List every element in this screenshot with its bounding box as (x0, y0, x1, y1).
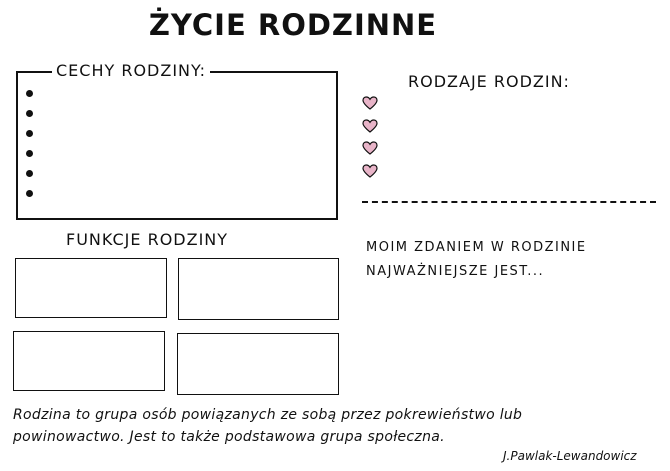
funkcje-label: FUNKCJE RODZINY (66, 230, 229, 249)
bullet-point (26, 150, 33, 157)
heart-icon (362, 164, 378, 178)
opinion-prompt (366, 236, 636, 284)
heart-icon (362, 96, 378, 110)
bullet-point (26, 110, 33, 117)
author-signature: J.Pawlak-Lewandowicz (503, 449, 637, 463)
funkcje-box (15, 258, 167, 318)
worksheet-title: ŻYCIE RODZINNE (148, 8, 438, 42)
bullet-point (26, 170, 33, 177)
cechy-frame (16, 71, 338, 220)
bullet-point (26, 130, 33, 137)
opinion-line-1: MOIM ZDANIEM W RODZINIE (366, 240, 587, 255)
cechy-label: CECHY RODZINY: (52, 61, 210, 80)
funkcje-box (177, 333, 339, 395)
cechy-bullet-list (26, 90, 33, 210)
dashed-divider (362, 201, 656, 203)
definition-line-2: powinowactwo. Jest to także podstawowa grupa społeczna. (13, 429, 445, 445)
bullet-point (26, 90, 33, 97)
heart-icon (362, 141, 378, 155)
rodzaje-label: RODZAJE RODZIN: (408, 72, 570, 91)
heart-icon (362, 119, 378, 133)
rodzaje-heart-list (362, 96, 378, 186)
funkcje-box (178, 258, 339, 320)
opinion-line-2: NAJWAŻNIEJSZE JEST... (366, 264, 545, 279)
family-definition (13, 404, 633, 448)
funkcje-box (13, 331, 165, 391)
bullet-point (26, 190, 33, 197)
definition-line-1: Rodzina to grupa osób powiązanych ze sobą przez pokrewieństwo lub (13, 407, 523, 423)
